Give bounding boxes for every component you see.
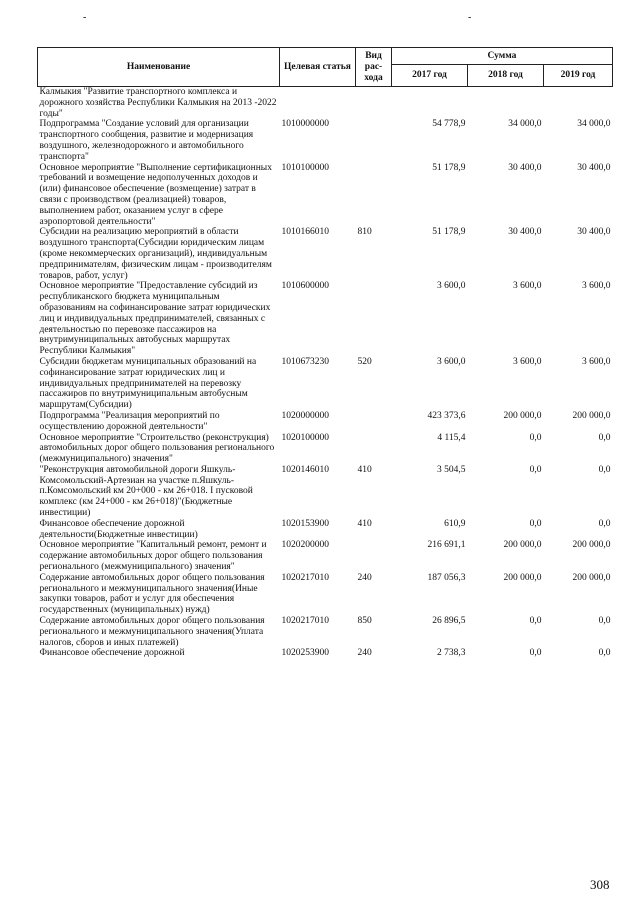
header-year-2019: 2019 год xyxy=(544,65,613,87)
page-number: 308 xyxy=(590,877,610,892)
row-amount-2017: 2 738,3 xyxy=(437,648,466,659)
row-amount-2018: 30 400,0 xyxy=(508,162,542,173)
row-amount-2017: 3 504,5 xyxy=(437,464,466,475)
row-name: Финансовое обеспечение дорожной деятельности(Бюджетные инвестиции) xyxy=(39,518,198,540)
header-target-article: Целевая статья xyxy=(280,48,356,87)
row-amount-2019: 200 000,0 xyxy=(572,572,611,583)
row-code: 1010166010 xyxy=(281,227,329,238)
row-amount-2018: 3 600,0 xyxy=(513,356,542,367)
row-amount-2017 xyxy=(392,87,468,120)
row-amount-2017: 4 115,4 xyxy=(437,432,466,443)
row-expense-type: 810 xyxy=(357,227,372,238)
row-expense-type xyxy=(356,87,392,120)
table-row xyxy=(38,648,613,659)
table-row xyxy=(38,163,613,228)
scan-mark-left: - xyxy=(83,12,87,23)
row-name: Основное мероприятие "Строительство (реконструкция) автомобильных дорог общего пользования регионального (межмуниципального) значения" xyxy=(39,432,275,465)
row-expense-type: 410 xyxy=(357,518,372,529)
table-row xyxy=(38,357,613,411)
row-amount-2019: 3 600,0 xyxy=(582,281,611,292)
row-amount-2019: 3 600,0 xyxy=(582,356,611,367)
row-amount-2017: 610,9 xyxy=(444,518,466,529)
row-amount-2018: 3 600,0 xyxy=(513,281,542,292)
row-amount-2018: 0,0 xyxy=(529,464,542,475)
row-amount-2017: 3 600,0 xyxy=(437,281,466,292)
row-amount-2018: 0,0 xyxy=(529,432,542,443)
row-amount-2017: 216 691,1 xyxy=(427,540,466,551)
row-amount-2017: 54 778,9 xyxy=(432,119,466,130)
row-amount-2018 xyxy=(468,87,544,120)
header-sum: Сумма xyxy=(392,48,613,65)
table-row xyxy=(38,119,613,162)
row-amount-2017: 51 178,9 xyxy=(432,162,466,173)
row-code: 1020153900 xyxy=(281,518,329,529)
budget-table xyxy=(37,47,613,659)
row-amount-2019: 200 000,0 xyxy=(572,410,611,421)
row-name: Содержание автомобильных дорог общего пользования регионального и межмуниципального значения(Уплата налогов, сборов и иных платежей) xyxy=(39,616,265,648)
row-amount-2018: 0,0 xyxy=(529,616,542,627)
row-code: 1020217010 xyxy=(281,572,329,583)
row-amount-2018: 200 000,0 xyxy=(503,410,542,421)
table-row xyxy=(38,281,613,357)
row-amount-2019: 30 400,0 xyxy=(577,162,611,173)
row-code: 1020253900 xyxy=(281,648,329,659)
row-code: 1010600000 xyxy=(281,281,329,292)
header-year-2017: 2017 год xyxy=(392,65,468,87)
row-expense-type: 520 xyxy=(357,356,372,367)
row-code: 1010000000 xyxy=(281,119,329,130)
row-expense-type: 240 xyxy=(357,572,372,583)
row-name: Калмыкия "Развитие транспортного комплекса и дорожного хозяйства Республики Калмыкия на 2013 -2022 годы" xyxy=(39,87,277,119)
header-expense-type: Вид рас-хода xyxy=(356,48,392,87)
header-name: Наименование xyxy=(38,48,280,87)
row-amount-2019: 30 400,0 xyxy=(577,227,611,238)
table-row xyxy=(38,540,613,572)
row-code: 1010673230 xyxy=(281,356,329,367)
row-code: 1020200000 xyxy=(281,540,329,551)
row-amount-2018: 200 000,0 xyxy=(503,572,542,583)
row-amount-2019: 0,0 xyxy=(598,518,611,529)
row-name: Основное мероприятие "Предоставление субсидий из республиканского бюджета муниципальным образованиям на софинансирование затрат юридических лиц и индивидуальных предпринимателей, связанных с деятельностью по перевозке пассажиров на внутримуниципальных автобусных маршрутах Республики Калмыкия" xyxy=(39,281,271,357)
table-row xyxy=(38,227,613,281)
row-expense-type: 240 xyxy=(357,648,372,659)
table-row xyxy=(38,465,613,519)
row-amount-2017: 3 600,0 xyxy=(437,356,466,367)
table-row xyxy=(38,616,613,648)
table-row xyxy=(38,433,613,465)
row-amount-2019: 0,0 xyxy=(598,616,611,627)
row-name: Основное мероприятие "Выполнение сертификационных требований и возмещение недополученных доходов и (или) финансовое обеспечение (возмещение) затрат в связи с производством (реализацией) товаров, выполнением работ, оказанием услуг в сфере аэропортовой деятельности" xyxy=(39,162,272,227)
row-amount-2019: 34 000,0 xyxy=(577,119,611,130)
row-expense-type xyxy=(356,119,392,162)
row-expense-type xyxy=(356,163,392,228)
row-name: Финансовое обеспечение дорожной xyxy=(39,648,185,659)
row-amount-2019: 200 000,0 xyxy=(572,540,611,551)
row-expense-type xyxy=(356,433,392,465)
row-code: 1010100000 xyxy=(281,162,329,173)
row-expense-type: 850 xyxy=(357,616,372,627)
table-row xyxy=(38,519,613,541)
row-name: Подпрограмма "Создание условий для организации транспортного сообщения, развитие и модернизация воздушного, железнодорожного и автомобильного транспорта" xyxy=(39,119,254,162)
row-amount-2018: 200 000,0 xyxy=(503,540,542,551)
scan-mark-right: - xyxy=(468,12,472,23)
row-expense-type xyxy=(356,540,392,572)
row-amount-2018: 0,0 xyxy=(529,518,542,529)
row-code: 1020217010 xyxy=(281,616,329,627)
row-amount-2017: 187 056,3 xyxy=(427,572,466,583)
row-name: "Реконструкция автомобильной дороги Яшкуль-Комсомольский-Артезиан на участке п.Яшкуль-п.Комсомольский км 20+000 - км 26+018. I пусковой комплекс (км 24+000 - км 26+018)"(Бюджетные инвестиции) xyxy=(39,464,253,519)
row-name: Основное мероприятие "Капитальный ремонт, ремонт и содержание автомобильных дорог общего пользования регионального (межмуниципального) значения" xyxy=(39,540,267,573)
row-amount-2017: 26 896,5 xyxy=(432,616,466,627)
row-code xyxy=(280,87,356,120)
row-name: Субсидии бюджетам муниципальных образований на софинансирование затрат юридических лиц и индивидуальных предпринимателей на перевозку пассажиров по внутримуниципальным автобусным маршрутам(Субсидии) xyxy=(39,356,257,411)
row-amount-2018: 30 400,0 xyxy=(508,227,542,238)
row-amount-2018: 0,0 xyxy=(529,648,542,659)
row-amount-2019: 0,0 xyxy=(598,432,611,443)
row-name: Субсидии на реализацию мероприятий в области воздушного транспорта(Субсидии юридическим лицам (кроме некоммерческих организаций), индивидуальным предпринимателям, физическим лицам - производителям товаров, работ, услуг) xyxy=(39,227,272,281)
row-name: Содержание автомобильных дорог общего пользования регионального и межмуниципального значения(Иные закупки товаров, работ и услуг для обеспечения государственных (муниципальных) нужд) xyxy=(39,572,265,616)
row-code: 1020100000 xyxy=(281,432,329,443)
row-name: Подпрограмма "Реализация мероприятий по осуществлению дорожной деятельности" xyxy=(39,410,220,432)
row-amount-2017: 423 373,6 xyxy=(427,410,466,421)
table-row xyxy=(38,87,613,120)
row-amount-2019 xyxy=(544,87,613,120)
row-amount-2018: 34 000,0 xyxy=(508,119,542,130)
table-row xyxy=(38,411,613,433)
table-row xyxy=(38,573,613,616)
row-code: 1020146010 xyxy=(281,464,329,475)
header-year-2018: 2018 год xyxy=(468,65,544,87)
row-code: 1020000000 xyxy=(281,410,329,421)
row-amount-2017: 51 178,9 xyxy=(432,227,466,238)
row-expense-type xyxy=(356,281,392,357)
row-expense-type: 410 xyxy=(357,464,372,475)
row-expense-type xyxy=(356,411,392,433)
row-amount-2019: 0,0 xyxy=(598,464,611,475)
row-amount-2019: 0,0 xyxy=(598,648,611,659)
